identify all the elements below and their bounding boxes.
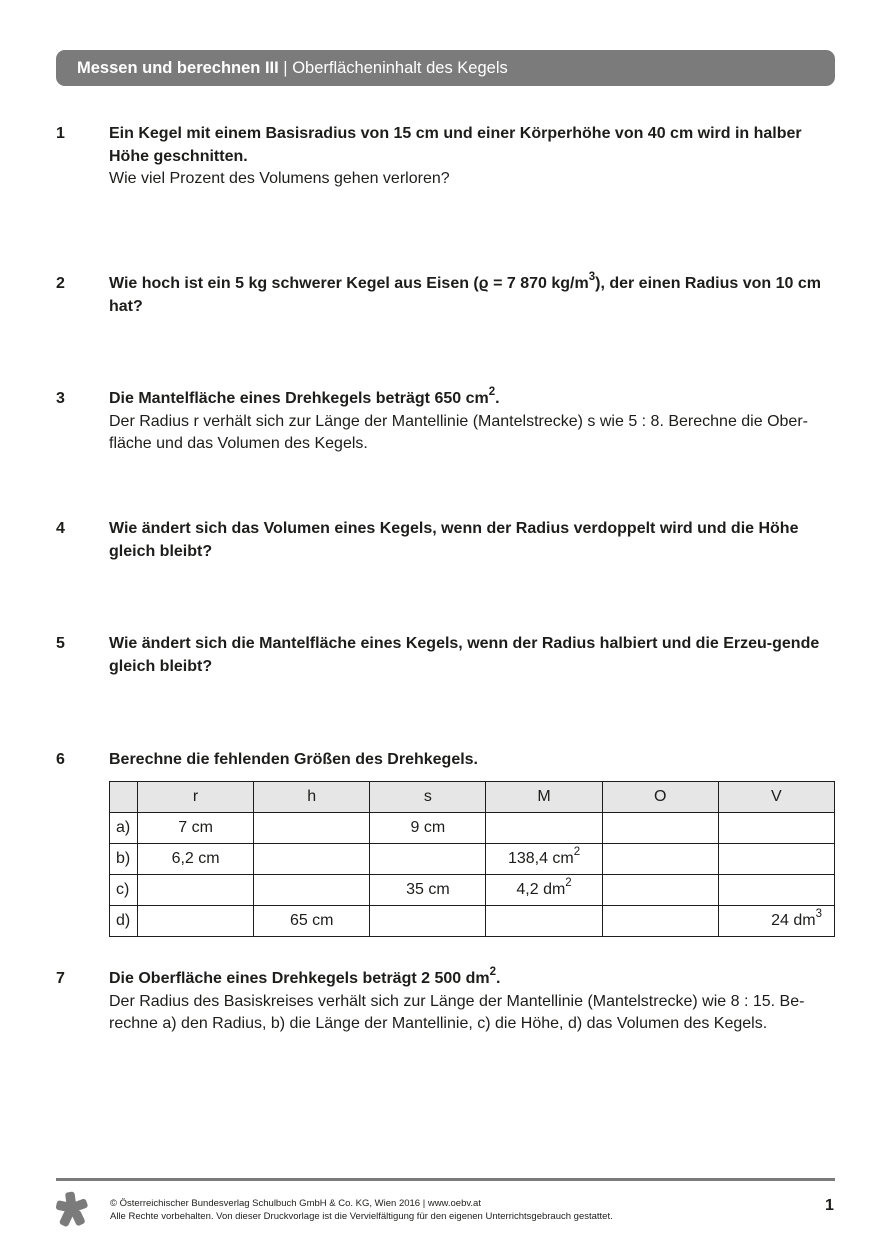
task-text: Der Radius des Basiskreises verhält sich zur Länge der Mantellinie (Mantelstrecke) wie 8 : 15. Be-rechne a) den Radius, b) die Länge der Mantellinie, c) die Höhe, d) das Volumen des Kegels. (109, 992, 805, 1032)
task-question: Die Mantelfläche eines Drehkegels beträgt 650 $cm^2$. (109, 385, 500, 407)
task-question: Die Oberfläche eines Drehkegels beträgt 2 500 $dm^2$. (109, 965, 501, 987)
cell-r: 6,2 cm (138, 844, 254, 875)
cell-v (718, 813, 834, 844)
cell-r (138, 875, 254, 906)
cell-o (602, 844, 718, 875)
cell-h (254, 875, 370, 906)
row-label: a) (110, 813, 138, 844)
table-header-cell: O (602, 782, 718, 813)
cell-r (138, 906, 254, 937)
table-row (110, 906, 835, 937)
copyright-line: © Österreichischer Bundesverlag Schulbuch GmbH & Co. KG, Wien 2016 | www.oebv.at (110, 1198, 481, 1209)
cell-v: 24 $dm^3$ (718, 906, 834, 937)
task-5 (56, 633, 835, 678)
task-3 (56, 385, 835, 456)
copyright-notice (110, 1197, 613, 1223)
cell-s (370, 844, 486, 875)
table-header-cell: V (718, 782, 834, 813)
footer-divider (56, 1178, 835, 1181)
cell-s: 35 cm (370, 875, 486, 906)
table-header-cell: s (370, 782, 486, 813)
task-question: Wie ändert sich das Volumen eines Kegels, wenn der Radius verdoppelt wird und die Höhe gleich bleibt? (109, 520, 799, 560)
table-header-cell: r (138, 782, 254, 813)
table-header-cell (110, 782, 138, 813)
cell-h (254, 813, 370, 844)
task-number: 6 (56, 751, 65, 768)
cone-values-table (109, 781, 835, 937)
task-1 (56, 123, 835, 191)
page-number: 1 (825, 1197, 834, 1214)
task-7 (56, 965, 835, 1036)
task-number: 7 (56, 970, 65, 987)
task-question: Wie hoch ist ein 5 kg schwerer Kegel aus Eisen (ϱ = 7 870 $kg/m^3$), der einen Radius von 10 cm hat? (109, 270, 821, 315)
cell-s (370, 906, 486, 937)
row-label: d) (110, 906, 138, 937)
task-question: Wie ändert sich die Mantelfläche eines Kegels, wenn der Radius halbiert und die Erzeu-gende gleich bleibt? (109, 635, 820, 675)
row-label: c) (110, 875, 138, 906)
task-number: 1 (56, 125, 65, 142)
header-separator: | (278, 59, 293, 77)
table-header-cell: M (486, 782, 602, 813)
task-number: 5 (56, 635, 65, 652)
table-row (110, 844, 835, 875)
oebv-star-logo-icon (53, 1190, 91, 1228)
header-unit: Messen und berechnen III (77, 59, 279, 77)
cell-m: 4,2 $dm^2$ (486, 875, 602, 906)
cell-o (602, 813, 718, 844)
table-header-row (110, 782, 835, 813)
table-header-cell: h (254, 782, 370, 813)
task-4 (56, 518, 835, 563)
rights-line: Alle Rechte vorbehalten. Von dieser Druckvorlage ist die Vervielfältigung für den eigenen Unterrichtsgebrauch gestattet. (110, 1211, 613, 1222)
cell-v (718, 875, 834, 906)
cell-h (254, 844, 370, 875)
cell-h: 65 cm (254, 906, 370, 937)
table-row (110, 875, 835, 906)
task-number: 3 (56, 390, 65, 407)
row-label: b) (110, 844, 138, 875)
task-6 (56, 749, 835, 772)
table-row (110, 813, 835, 844)
task-question: Ein Kegel mit einem Basisradius von 15 cm und einer Körperhöhe von 40 cm wird in halber Höhe geschnitten. (109, 125, 802, 165)
cell-m (486, 813, 602, 844)
cell-v (718, 844, 834, 875)
task-2 (56, 270, 835, 318)
cell-o (602, 906, 718, 937)
task-number: 2 (56, 275, 65, 292)
cell-o (602, 875, 718, 906)
cell-s: 9 cm (370, 813, 486, 844)
task-text: Wie viel Prozent des Volumens gehen verloren? (109, 170, 450, 187)
task-number: 4 (56, 520, 65, 537)
cell-m (486, 906, 602, 937)
header-topic: Oberflächeninhalt des Kegels (292, 59, 508, 77)
header-bar (56, 50, 835, 86)
cell-r: 7 cm (138, 813, 254, 844)
task-text: Der Radius r verhält sich zur Länge der Mantellinie (Mantelstrecke) s wie 5 : 8. Berechne die Ober-fläche und das Volumen des Kegels. (109, 412, 808, 452)
cell-m: 138,4 $cm^2$ (486, 844, 602, 875)
task-question: Berechne die fehlenden Größen des Drehkegels. (109, 751, 478, 768)
